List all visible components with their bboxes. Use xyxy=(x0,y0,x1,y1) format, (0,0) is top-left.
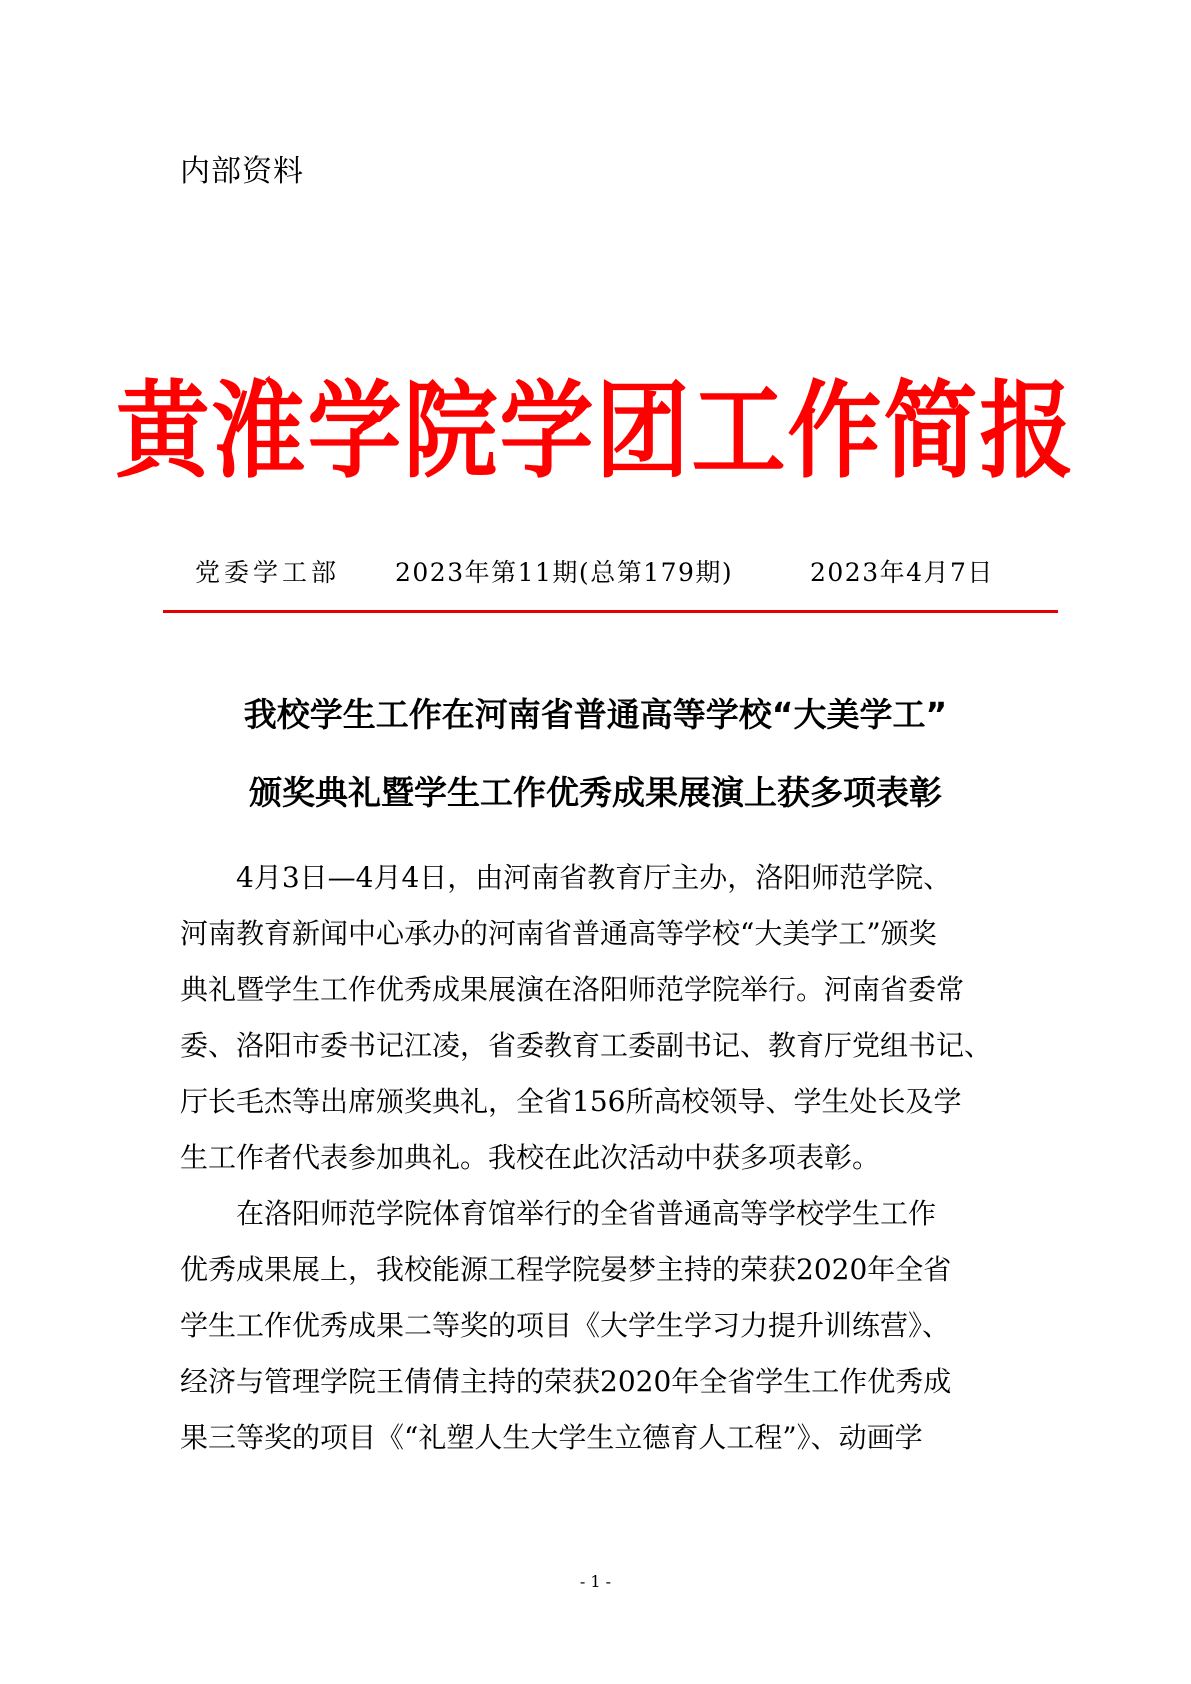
paragraph-line: 典礼暨学生工作优秀成果展演在洛阳师范学院举行。河南省委常 xyxy=(180,973,965,1006)
paragraph-line: 河南教育新闻中心承办的河南省普通高等学校“大美学工”颁奖 xyxy=(180,917,937,950)
paragraph-line: 在洛阳师范学院体育馆举行的全省普通高等学校学生工作 xyxy=(236,1197,937,1230)
paragraph-line: 经济与管理学院王倩倩主持的荣获2020年全省学生工作优秀成 xyxy=(180,1365,952,1398)
newsletter-masthead: 黄淮学院学团工作简报 xyxy=(115,371,1076,494)
paragraph-line: 果三等奖的项目《“礼塑人生大学生立德育人工程”》、动画学 xyxy=(180,1421,923,1454)
issue-date: 2023年4月7日 xyxy=(810,558,994,587)
article-title xyxy=(130,676,1061,832)
article-body xyxy=(180,850,1020,1466)
masthead-divider xyxy=(163,610,1058,613)
page-number: - 1 - xyxy=(579,1572,612,1591)
paragraph-line: 4月3日—4月4日，由河南省教育厅主办，洛阳师范学院、 xyxy=(236,861,952,894)
article-title-line: 我校学生工作在河南省普通高等学校“大美学工” xyxy=(243,695,948,734)
article-title-line: 颁奖典礼暨学生工作优秀成果展演上获多项表彰 xyxy=(249,773,942,812)
paragraph-line: 优秀成果展上，我校能源工程学院晏梦主持的荣获2020年全省 xyxy=(180,1253,952,1286)
paragraph-line: 生工作者代表参加典礼。我校在此次活动中获多项表彰。 xyxy=(180,1141,881,1174)
paragraph-line: 学生工作优秀成果二等奖的项目《大学生学习力提升训练营》、 xyxy=(180,1309,951,1342)
issue-number: 2023年第11期(总第179期) xyxy=(395,558,734,587)
issue-department: 党委学工部 xyxy=(195,558,341,587)
paragraph-line: 厅长毛杰等出席颁奖典礼，全省156所高校领导、学生处长及学 xyxy=(180,1085,962,1118)
paragraph-line: 委、洛阳市委书记江凌，省委教育工委副书记、教育厅党组书记、 xyxy=(180,1029,993,1062)
internal-material-label: 内部资料 xyxy=(180,154,304,189)
